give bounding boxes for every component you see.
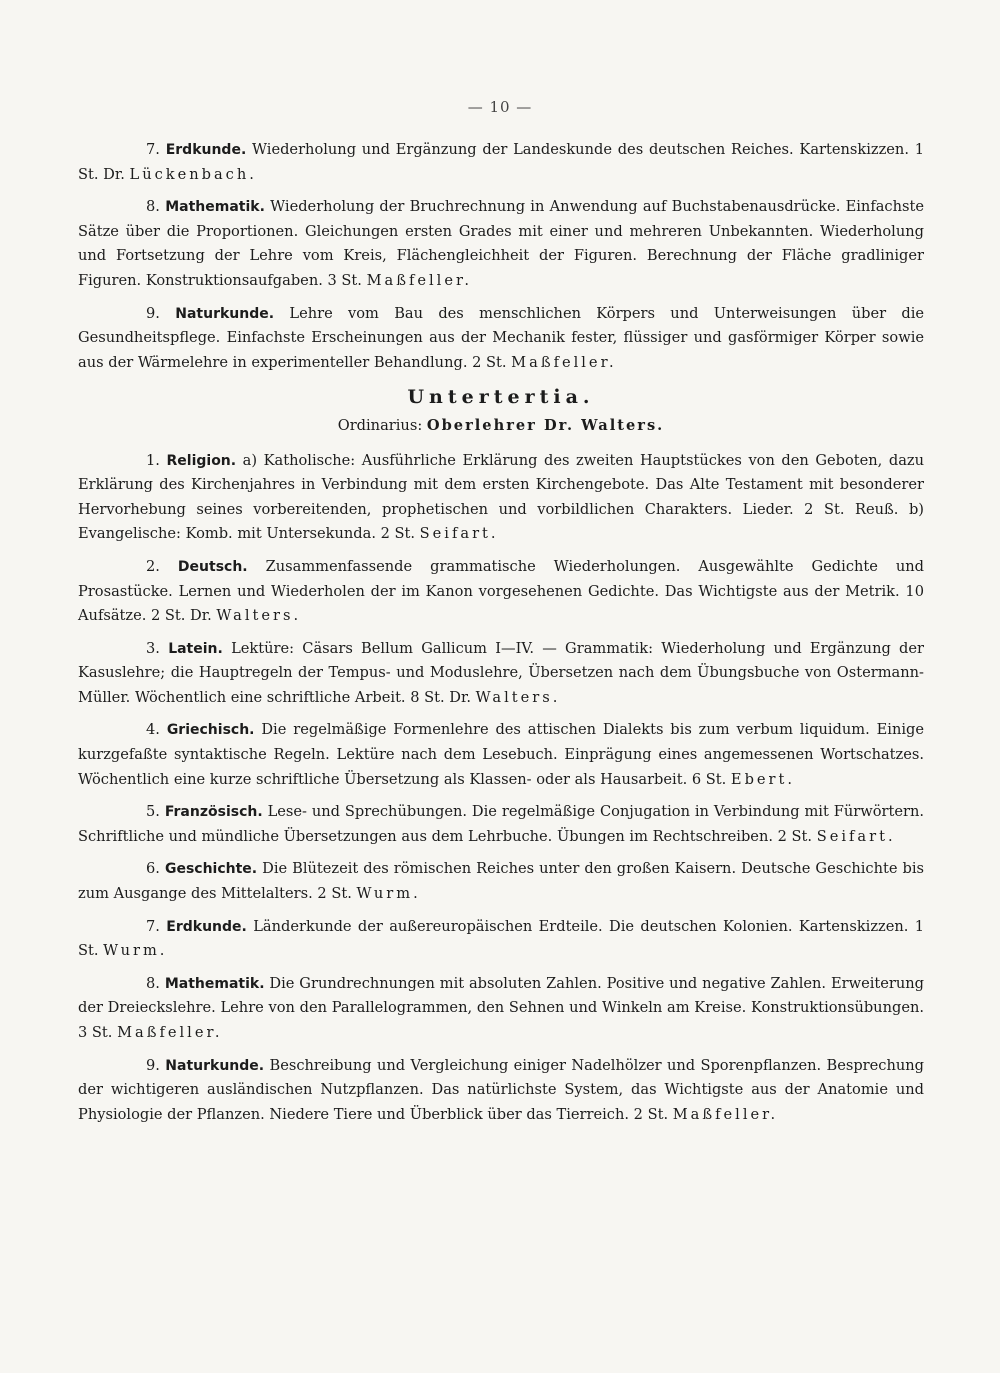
subject-name: Deutsch. [177, 558, 248, 575]
teacher-name: Maßfeller. [511, 353, 617, 371]
item-number: 8. [146, 974, 160, 992]
teacher-name: Maßfeller. [366, 271, 472, 289]
subject-paragraph [78, 915, 924, 964]
subject-name: Griechisch. [166, 722, 255, 739]
subject-paragraph [78, 857, 924, 906]
teacher-name: Seifart. [816, 827, 896, 845]
subject-description: Lehre vom Bau des menschlichen Körpers und Unterweisungen über die Gesundheitspflege. Einfachste Erscheinungen aus der Mechanik fester, flüssiger und gasförmiger Körper sowie aus der Wärmelehre in experimenteller Behandlung. 2 St. [78, 304, 925, 371]
subject-name: Erdkunde. [165, 142, 247, 158]
teacher-name: Lückenbach. [129, 165, 257, 183]
subject-paragraph [78, 195, 924, 293]
subject-name: Mathematik. [165, 199, 265, 216]
items-list [78, 449, 924, 1128]
teacher-name: Wurm. [356, 885, 421, 903]
subject-paragraph [78, 449, 924, 547]
subject-paragraph [78, 555, 924, 629]
subject-paragraph [78, 138, 924, 187]
item-number: 9. [146, 1056, 160, 1074]
subject-name: Erdkunde. [166, 918, 247, 935]
subject-paragraph [78, 718, 924, 792]
subject-description: Lese- und Sprechübungen. Die regelmäßige Conjugation in Verbindung mit Fürwörtern. Schriftliche und mündliche Übersetzungen aus dem Lehrbuche. Übungen im Rechtschreiben. 2 St. [78, 803, 925, 845]
subject-paragraph [78, 1054, 924, 1128]
teacher-name: Ebert. [730, 770, 796, 788]
ordinarius-line [78, 414, 924, 439]
teacher-name: Maßfeller. [117, 1024, 223, 1041]
item-number: 4. [146, 721, 160, 739]
subject-name: Mathematik. [164, 975, 265, 992]
item-number: 9. [146, 304, 160, 322]
subject-name: Religion. [166, 452, 237, 469]
subject-paragraph [78, 302, 924, 376]
subject-description: Die Blütezeit des römischen Reiches unter den großen Kaisern. Deutsche Geschichte bis zum Ausgange des Mittelalters. 2 St. [78, 860, 925, 903]
item-number: 7. [146, 917, 160, 935]
subject-description: a) Katholische: Ausführliche Erklärung des zweiten Hauptstückes von den Geboten, dazu Erklärung des Kirchenjahres in Verbindung mit dem ersten Kirchengebote. Das Alte Testament mit besonderer Hervorhebung seines vorbereitenden, prophetischen und vorbildlichen Charakters. Lieder. 2 St. Reuß. b) Evangelische: Komb. mit Untersekunda. 2 St. [78, 451, 925, 543]
subject-description: Die regelmäßige Formenlehre des attischen Dialekts bis zum verbum liquidum. Einige kurzgefaßte syntaktische Regeln. Lektüre nach dem Lesebuch. Einprägung eines angemessenen Wortschatzes. Wöchentlich eine kurze schriftliche Übersetzung als Klassen- oder als Hausarbeit. 6 St. [78, 721, 924, 788]
subject-name: Latein. [168, 640, 223, 657]
subject-description: Die Grundrechnungen mit absoluten Zahlen. Positive und negative Zahlen. Erweiterung der Dreieckslehre. Lehre von den Parallelogrammen, den Sehnen und Winkeln am Kreise. Konstruktionsübungen. 3 St. [78, 974, 924, 1041]
subject-paragraph [78, 800, 924, 849]
subject-description: Zusammenfassende grammatische Wiederholungen. Ausgewählte Gedichte und Prosastücke. Lernen und Wiederholen der im Kanon vorgesehenen Gedichte. Das Wichtigste aus der Metrik. 10 Aufsätze. 2 St. Dr. [78, 557, 925, 625]
subject-description: Wiederholung und Ergänzung der Landeskunde des deutschen Reiches. Kartenskizzen. 1 St. Dr. [78, 141, 925, 183]
teacher-name: Maßfeller. [672, 1105, 779, 1123]
subject-description: Beschreibung und Vergleichung einiger Nadelhölzer und Sporenpflanzen. Besprechung der wichtigeren ausländischen Nutzpflanzen. Das natürlichste System, das Wichtigste aus der Anatomie und Physiologie der Pflanzen. Niedere Tiere und Überblick über das Tierreich. 2 St. [78, 1056, 925, 1123]
teacher-name: Seifart. [419, 525, 499, 543]
subject-name: Naturkunde. [165, 1057, 265, 1074]
subject-description: Länderkunde der außereuropäischen Erdteile. Die deutschen Kolonien. Kartenskizzen. 1 St. [78, 917, 925, 960]
teacher-name: Walters. [475, 688, 561, 706]
subject-name: Französisch. [164, 804, 263, 821]
teacher-name: Walters. [216, 607, 302, 625]
subject-description: Lektüre: Cäsars Bellum Gallicum I—IV. — Grammatik: Wiederholung und Ergänzung der Kasuslehre; die Hauptregeln der Tempus- und Moduslehre, Übersetzen nach dem Übungsbuche von Ostermann-Müller. Wöchentlich eine schriftliche Arbeit. 8 St. Dr. [78, 639, 925, 706]
page-content [78, 138, 924, 1135]
subject-description: Wiederholung der Bruchrechnung in Anwendung auf Buchstabenausdrücke. Einfachste Sätze über die Proportionen. Gleichungen ersten Grades mit einer und mehreren Unbekannten. Wiederholung und Fortsetzung der Lehre vom Kreis, Flächengleichheit der Figuren. Berechnung der Fläche gradliniger Figuren. Konstruktionsaufgaben. 3 St. [78, 198, 924, 289]
page-number: — 10 — [467, 98, 533, 116]
top-items-list [78, 138, 924, 375]
ordinarius-name: Oberlehrer Dr. Walters. [426, 416, 665, 434]
item-number: 1. [146, 451, 160, 469]
item-number: 6. [146, 860, 160, 878]
item-number: 3. [146, 639, 160, 657]
teacher-name: Wurm. [103, 942, 168, 960]
subject-paragraph [78, 972, 924, 1046]
item-number: 5. [146, 803, 160, 821]
item-number: 2. [146, 557, 160, 575]
subject-paragraph [78, 637, 924, 711]
item-number: 7. [146, 141, 160, 158]
item-number: 8. [146, 198, 160, 216]
section-title: Untertertia. [407, 386, 595, 409]
subject-name: Naturkunde. [175, 305, 275, 322]
ordinarius-label: Ordinarius: [337, 416, 423, 434]
subject-name: Geschichte. [164, 861, 258, 878]
